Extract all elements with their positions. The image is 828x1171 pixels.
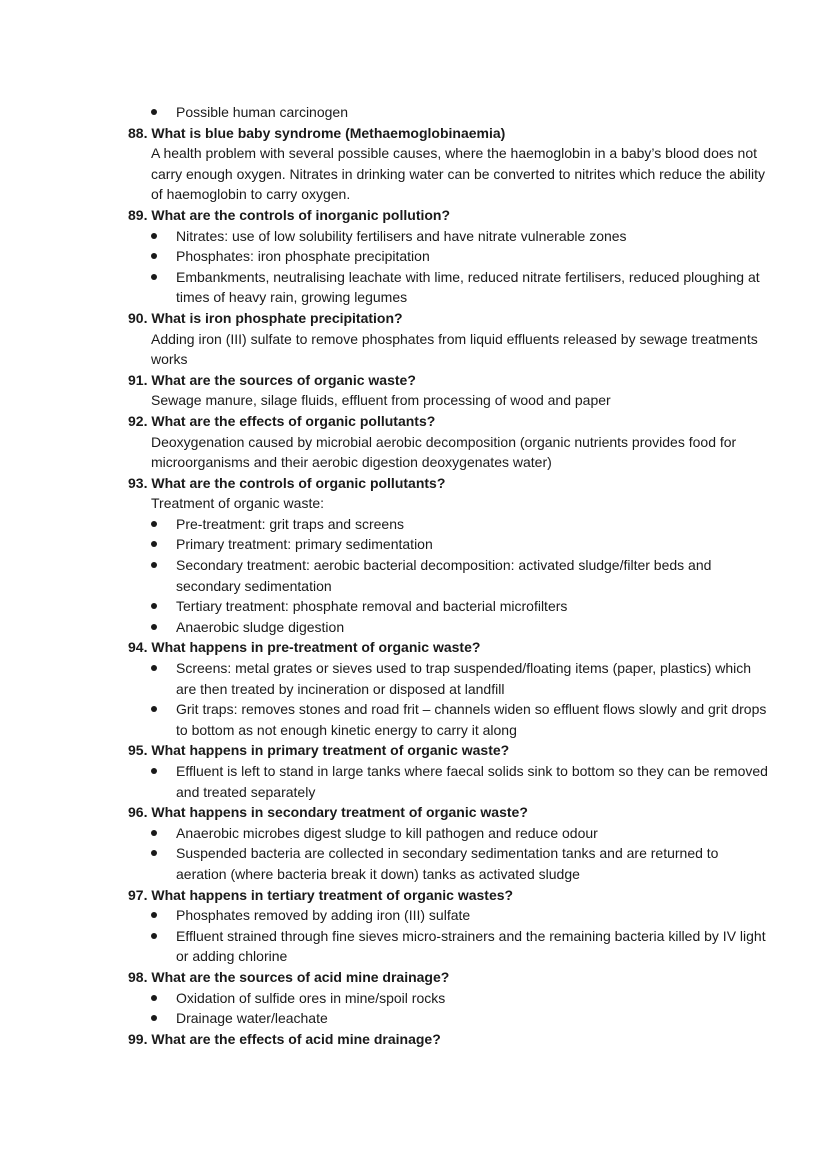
bullet-dot-icon — [151, 274, 157, 280]
bullet-dot-icon — [151, 541, 157, 547]
bullet-text: Effluent strained through fine sieves micro-strainers and the remaining bacteria killed by IV light or adding chlorine — [176, 927, 766, 965]
question-text: What is iron phosphate precipitation? — [151, 309, 403, 326]
bullet-dot-icon — [151, 850, 157, 856]
answer-text: A health problem with several possible causes, where the haemoglobin in a baby’s blood does not carry enough oxygen. Nitrates in drinking water can be converted to nitrites which reduce the ability of haemoglobin to carry oxygen. — [151, 145, 765, 203]
question-block — [128, 740, 768, 802]
bullet-list — [128, 988, 768, 1029]
question-text: What are the controls of organic pollutants? — [151, 474, 446, 491]
question-text: What are the sources of acid mine drainage? — [151, 968, 450, 985]
bullet-dot-icon — [151, 665, 157, 671]
bullet-text: Anaerobic sludge digestion — [176, 618, 345, 635]
question-number: 93. — [128, 474, 148, 491]
bullet-item — [128, 823, 768, 844]
question-text: What happens in tertiary treatment of organic wastes? — [151, 886, 514, 903]
question-heading — [128, 411, 768, 432]
bullet-item — [128, 267, 768, 308]
bullet-list — [128, 514, 768, 638]
bullet-text: Pre-treatment: grit traps and screens — [176, 515, 404, 532]
bullet-dot-icon — [151, 233, 157, 239]
question-number: 92. — [128, 412, 148, 429]
bullet-dot-icon — [151, 624, 157, 630]
bullet-item — [128, 617, 768, 638]
question-number: 97. — [128, 886, 148, 903]
answer-text: Adding iron (III) sulfate to remove phosphates from liquid effluents released by sewage treatments works — [151, 330, 758, 368]
bullet-dot-icon — [151, 603, 157, 609]
bullet-dot-icon — [151, 521, 157, 527]
question-block — [128, 411, 768, 473]
bullet-dot-icon — [151, 109, 157, 115]
question-block — [128, 637, 768, 740]
bullet-list — [128, 658, 768, 740]
bullet-item — [128, 246, 768, 267]
bullet-dot-icon — [151, 912, 157, 918]
bullet-text: Effluent is left to stand in large tanks where faecal solids sink to bottom so they can be removed and treated separately — [176, 763, 768, 800]
bullet-item — [128, 555, 768, 596]
bullet-item — [128, 1008, 768, 1029]
bullet-text: Primary treatment: primary sedimentation — [176, 536, 433, 553]
question-text: What are the effects of organic pollutants? — [151, 412, 436, 429]
bullet-list — [128, 905, 768, 967]
answer-text: Deoxygenation caused by microbial aerobic decomposition (organic nutrients provides food for microorganisms and their aerobic digestion deoxygenates water) — [151, 433, 737, 471]
bullet-dot-icon — [151, 933, 157, 939]
question-text: What are the controls of inorganic pollution? — [151, 206, 451, 223]
bullet-text: Possible human carcinogen — [176, 104, 348, 120]
question-number: 95. — [128, 742, 148, 759]
question-block — [128, 802, 768, 884]
bullet-list — [128, 226, 768, 308]
question-block — [128, 370, 768, 411]
bullet-item — [128, 596, 768, 617]
bullet-list — [128, 823, 768, 885]
bullet-item — [128, 761, 768, 802]
document-body — [128, 102, 768, 1049]
question-number: 99. — [128, 1030, 148, 1047]
question-heading — [128, 637, 768, 658]
question-heading — [128, 370, 768, 391]
question-number: 98. — [128, 968, 148, 985]
question-heading — [128, 205, 768, 226]
bullet-list — [128, 761, 768, 802]
question-heading — [128, 1029, 768, 1050]
bullet-item — [128, 534, 768, 555]
bullet-dot-icon — [151, 253, 157, 259]
question-block — [128, 473, 768, 638]
bullet-item — [128, 926, 768, 967]
question-block — [128, 205, 768, 308]
bullet-item — [128, 102, 768, 123]
question-heading — [128, 740, 768, 761]
bullet-text: Suspended bacteria are collected in secondary sedimentation tanks and are returned to aeration (where bacteria break it down) tanks as activated sludge — [176, 845, 719, 882]
bullet-item — [128, 514, 768, 535]
question-block — [128, 308, 768, 370]
question-heading — [128, 473, 768, 494]
question-number: 94. — [128, 639, 148, 656]
bullet-item — [128, 843, 768, 884]
question-heading — [128, 308, 768, 329]
bullet-dot-icon — [151, 995, 157, 1001]
bullet-text: Anaerobic microbes digest sludge to kill pathogen and reduce odour — [176, 824, 598, 841]
question-number: 88. — [128, 124, 148, 141]
question-block — [128, 967, 768, 1029]
question-number: 91. — [128, 371, 148, 388]
bullet-item — [128, 699, 768, 740]
bullet-text: Nitrates: use of low solubility fertilisers and have nitrate vulnerable zones — [176, 227, 627, 244]
question-text: What are the sources of organic waste? — [151, 371, 416, 388]
question-heading — [128, 123, 768, 144]
question-text: What happens in primary treatment of organic waste? — [151, 742, 510, 759]
answer-text: Treatment of organic waste: — [151, 495, 325, 512]
question-heading — [128, 967, 768, 988]
bullet-text: Tertiary treatment: phosphate removal and bacterial microfilters — [176, 598, 568, 615]
question-heading — [128, 802, 768, 823]
question-text: What is blue baby syndrome (Methaemoglobinaemia) — [151, 124, 506, 141]
question-block — [128, 123, 768, 205]
bullet-dot-icon — [151, 830, 157, 836]
question-block — [128, 885, 768, 967]
bullet-item — [128, 905, 768, 926]
bullet-dot-icon — [151, 768, 157, 774]
question-block — [128, 1029, 768, 1050]
bullet-text: Phosphates: iron phosphate precipitation — [176, 248, 430, 265]
question-number: 90. — [128, 309, 148, 326]
bullet-text: Grit traps: removes stones and road frit – channels widen so effluent flows slowly and grit drops to bottom as not enough kinetic energy to carry it along — [176, 701, 767, 738]
bullet-item — [128, 226, 768, 247]
bullet-text: Embankments, neutralising leachate with lime, reduced nitrate fertilisers, reduced ploughing at times of heavy rain, growing legumes — [176, 268, 760, 306]
bullet-dot-icon — [151, 562, 157, 568]
bullet-item — [128, 988, 768, 1009]
bullet-dot-icon — [151, 1015, 157, 1021]
bullet-text: Phosphates removed by adding iron (III) sulfate — [176, 907, 471, 924]
answer-text: Sewage manure, silage fluids, effluent from processing of wood and paper — [151, 392, 611, 409]
question-number: 96. — [128, 804, 148, 821]
bullet-text: Drainage water/leachate — [176, 1010, 328, 1027]
bullet-text: Screens: metal grates or sieves used to trap suspended/floating items (paper, plastics) which are then treated by incineration or disposed at landfill — [176, 660, 752, 697]
bullet-text: Secondary treatment: aerobic bacterial decomposition: activated sludge/filter beds and secondary sedimentation — [176, 557, 712, 594]
bullet-list — [128, 102, 768, 123]
question-number: 89. — [128, 206, 148, 223]
bullet-item — [128, 658, 768, 699]
question-text: What are the effects of acid mine drainage? — [151, 1030, 441, 1047]
question-heading — [128, 885, 768, 906]
bullet-dot-icon — [151, 706, 157, 712]
question-text: What happens in pre-treatment of organic waste? — [151, 639, 481, 656]
question-text: What happens in secondary treatment of organic waste? — [151, 804, 528, 821]
bullet-text: Oxidation of sulfide ores in mine/spoil rocks — [176, 989, 446, 1006]
